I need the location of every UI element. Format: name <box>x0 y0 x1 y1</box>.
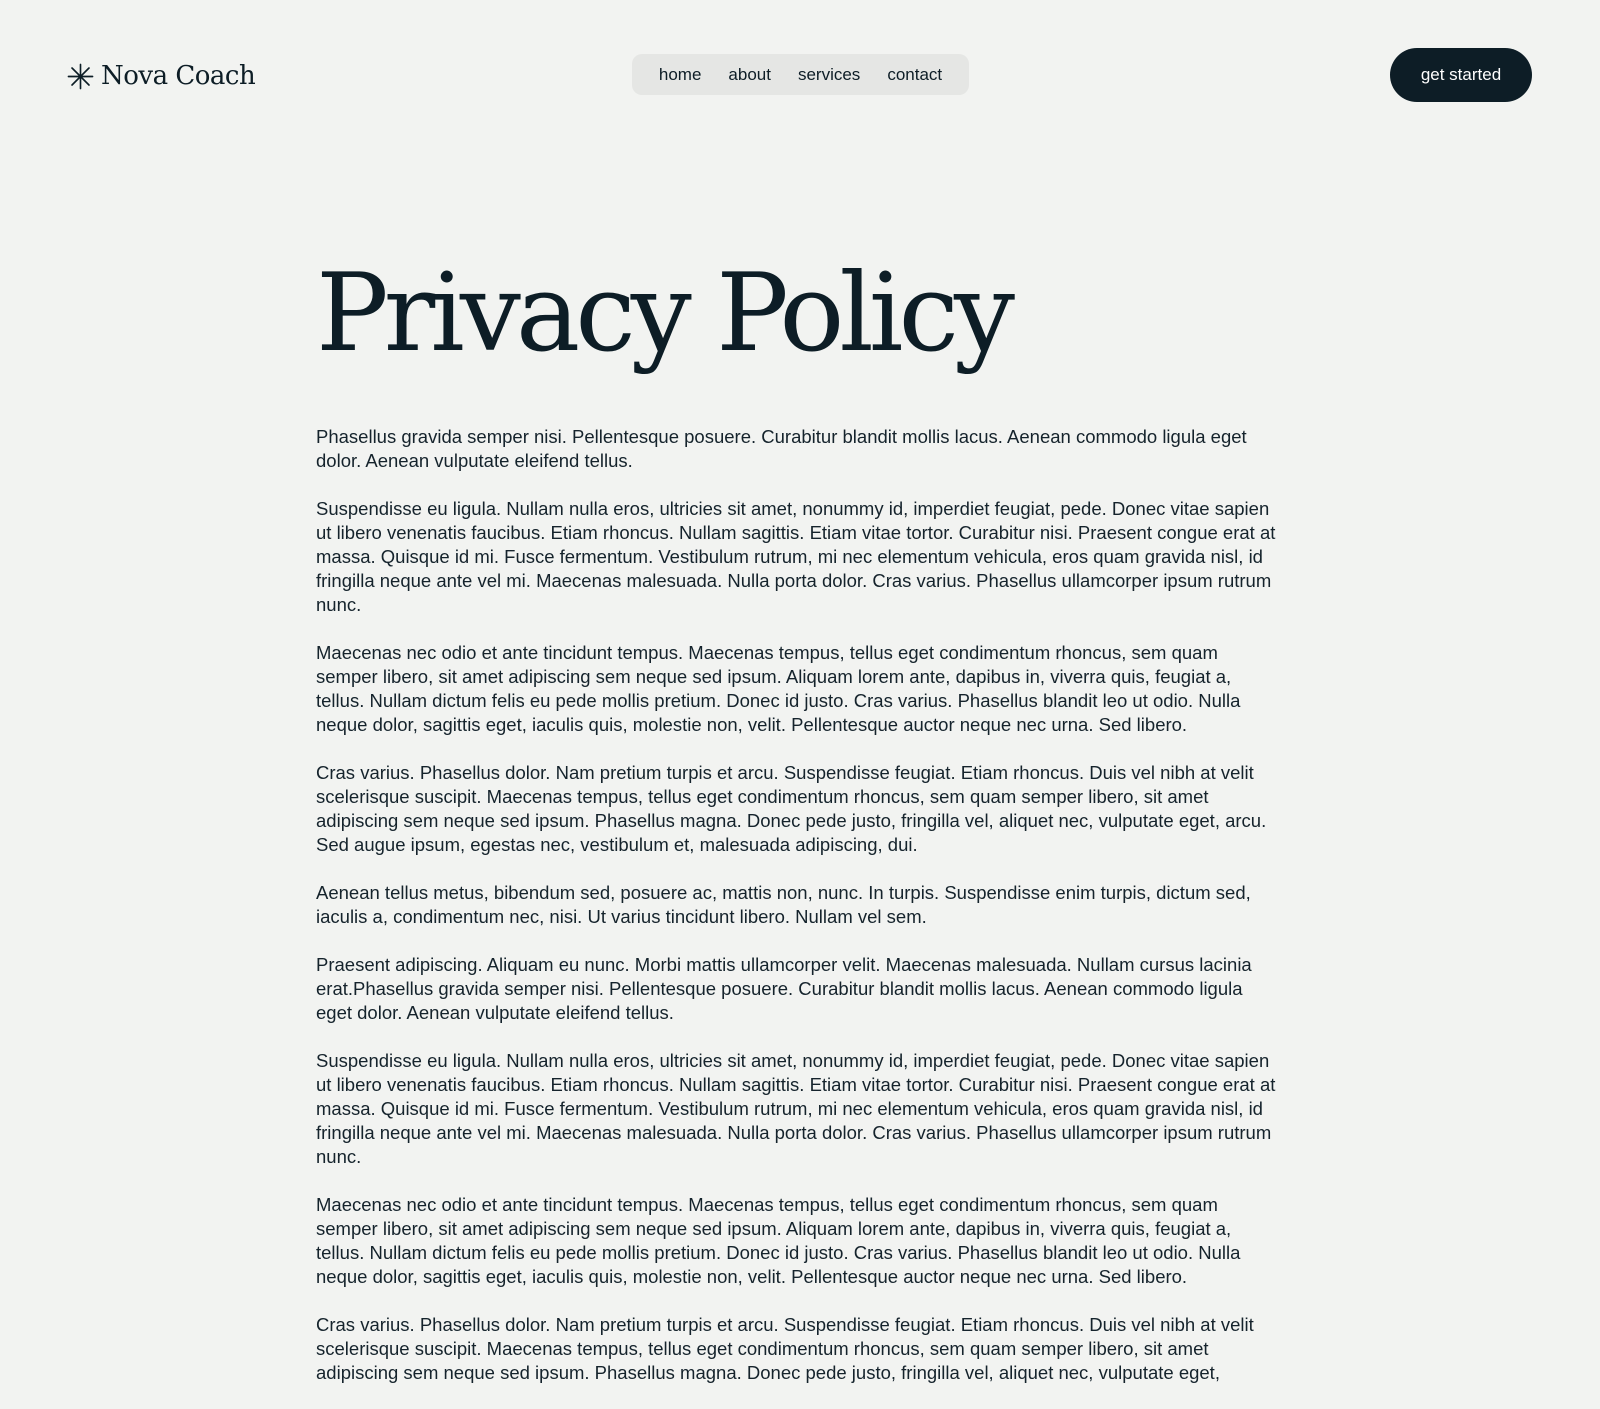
policy-body <box>316 425 1276 1385</box>
policy-paragraph: Maecenas nec odio et ante tincidunt tempus. Maecenas tempus, tellus eget condimentum rhoncus, sem quam semper libero, sit amet adipiscing sem neque sed ipsum. Aliquam lorem ante, dapibus in, viverra quis, feugiat a, tellus. Nullam dictum felis eu pede mollis pretium. Donec id justo. Cras varius. Phasellus blandit leo ut odio. Nulla neque dolor, sagittis eget, iaculis quis, molestie non, velit. Pellentesque auctor neque nec urna. Sed libero. <box>316 1194 1241 1288</box>
policy-paragraph: Suspendisse eu ligula. Nullam nulla eros, ultricies sit amet, nonummy id, imperdiet feugiat, pede. Donec vitae sapien ut libero venenatis faucibus. Etiam rhoncus. Nullam sagittis. Etiam vitae tortor. Curabitur nisi. Praesent congue erat at massa. Quisque id mi. Fusce fermentum. Vestibulum rutrum, mi nec elementum vehicula, eros quam gravida nisl, id fringilla neque ante vel mi. Maecenas malesuada. Nulla porta dolor. Cras varius. Phasellus ullamcorper ipsum rutrum nunc. <box>316 498 1276 616</box>
policy-paragraph: Cras varius. Phasellus dolor. Nam pretium turpis et arcu. Suspendisse feugiat. Etiam rhoncus. Duis vel nibh at velit scelerisque suscipit. Maecenas tempus, tellus eget condimentum rhoncus, sem quam semper libero, sit amet adipiscing sem neque sed ipsum. Phasellus magna. Donec pede justo, fringilla vel, aliquet nec, vulputate eget, <box>316 1314 1254 1384</box>
nav-link-services[interactable]: services <box>797 65 861 84</box>
policy-paragraph: Maecenas nec odio et ante tincidunt tempus. Maecenas tempus, tellus eget condimentum rhoncus, sem quam semper libero, sit amet adipiscing sem neque sed ipsum. Aliquam lorem ante, dapibus in, viverra quis, feugiat a, tellus. Nullam dictum felis eu pede mollis pretium. Donec id justo. Cras varius. Phasellus blandit leo ut odio. Nulla neque dolor, sagittis eget, iaculis quis, molestie non, velit. Pellentesque auctor neque nec urna. Sed libero. <box>316 642 1241 736</box>
logo[interactable] <box>67 56 255 96</box>
get-started-button[interactable]: get started <box>1390 48 1532 102</box>
policy-paragraph: Cras varius. Phasellus dolor. Nam pretium turpis et arcu. Suspendisse feugiat. Etiam rhoncus. Duis vel nibh at velit scelerisque suscipit. Maecenas tempus, tellus eget condimentum rhoncus, sem quam semper libero, sit amet adipiscing sem neque sed ipsum. Phasellus magna. Donec pede justo, fringilla vel, aliquet nec, vulputate eget, arcu. Sed augue ipsum, egestas nec, vestibulum et, malesuada adipiscing, dui. <box>316 762 1267 856</box>
nav-link-contact[interactable]: contact <box>887 65 943 84</box>
page-title: Privacy Policy <box>316 251 1010 376</box>
site-header <box>0 0 1600 150</box>
main-nav <box>632 54 969 95</box>
logo-text: Nova Coach <box>101 61 256 91</box>
nav-link-home[interactable]: home <box>658 65 702 84</box>
main-content <box>316 251 1276 1409</box>
nav-link-about[interactable]: about <box>728 65 771 84</box>
policy-paragraph: Phasellus gravida semper nisi. Pellentesque posuere. Curabitur blandit mollis lacus. Aenean commodo ligula eget dolor. Aenean vulputate eleifend tellus. <box>316 426 1247 472</box>
asterisk-star-icon <box>67 63 94 90</box>
policy-paragraph: Aenean tellus metus, bibendum sed, posuere ac, mattis non, nunc. In turpis. Suspendisse enim turpis, dictum sed, iaculis a, condimentum nec, nisi. Ut varius tincidunt libero. Nullam vel sem. <box>316 882 1251 928</box>
policy-paragraph: Suspendisse eu ligula. Nullam nulla eros, ultricies sit amet, nonummy id, imperdiet feugiat, pede. Donec vitae sapien ut libero venenatis faucibus. Etiam rhoncus. Nullam sagittis. Etiam vitae tortor. Curabitur nisi. Praesent congue erat at massa. Quisque id mi. Fusce fermentum. Vestibulum rutrum, mi nec elementum vehicula, eros quam gravida nisl, id fringilla neque ante vel mi. Maecenas malesuada. Nulla porta dolor. Cras varius. Phasellus ullamcorper ipsum rutrum nunc. <box>316 1050 1276 1168</box>
policy-paragraph: Praesent adipiscing. Aliquam eu nunc. Morbi mattis ullamcorper velit. Maecenas malesuada. Nullam cursus lacinia erat.Phasellus gravida semper nisi. Pellentesque posuere. Curabitur blandit mollis lacus. Aenean commodo ligula eget dolor. Aenean vulputate eleifend tellus. <box>316 954 1252 1024</box>
